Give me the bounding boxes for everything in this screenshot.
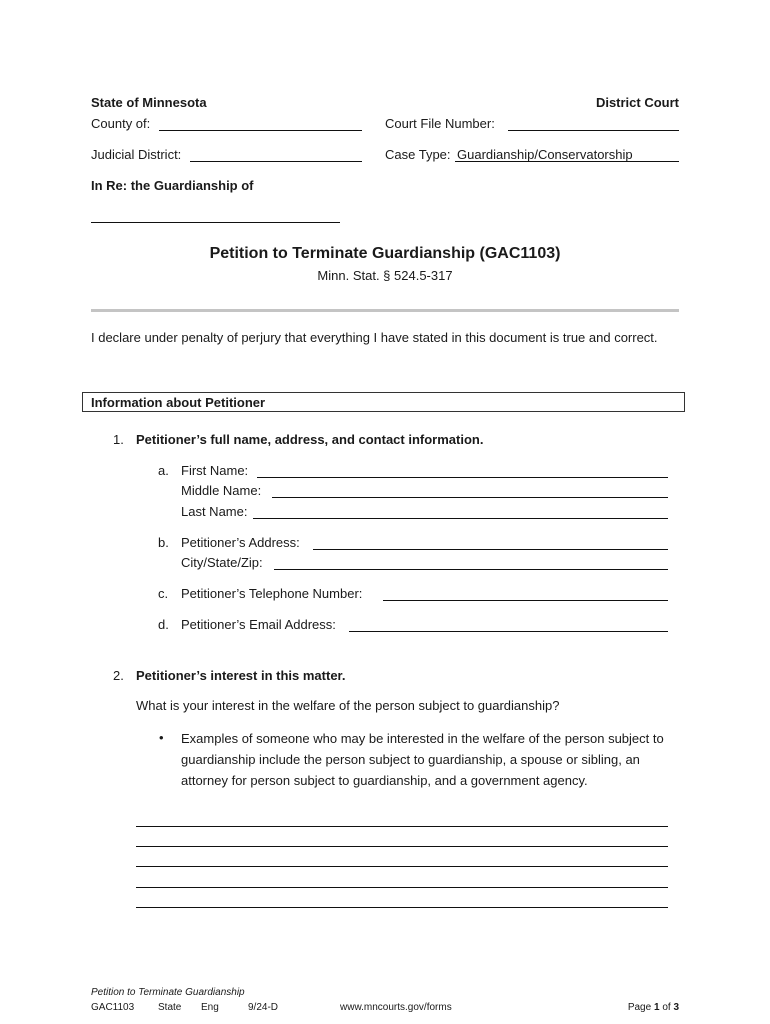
footer-language: Eng xyxy=(201,1002,219,1013)
q1b-letter: b. xyxy=(158,535,169,550)
footer-url[interactable]: www.mncourts.gov/forms xyxy=(340,1002,452,1013)
bullet-marker: • xyxy=(159,730,164,745)
section-title: Information about Petitioner xyxy=(91,395,266,410)
interest-line-5[interactable] xyxy=(136,907,668,908)
footer-date: 9/24-D xyxy=(248,1002,279,1013)
court-file-label: Court File Number: xyxy=(385,116,495,131)
interest-line-4[interactable] xyxy=(136,887,668,888)
interest-line-1[interactable] xyxy=(136,826,668,827)
address-field[interactable] xyxy=(313,549,668,550)
page-title: Petition to Terminate Guardianship (GAC1103) xyxy=(209,245,561,262)
case-type-label: Case Type: xyxy=(385,147,451,162)
county-label: County of: xyxy=(91,116,151,131)
q1-number: 1. xyxy=(113,432,124,447)
ward-name-field[interactable] xyxy=(91,222,340,223)
last-name-field[interactable] xyxy=(253,518,668,519)
address-label: Petitioner’s Address: xyxy=(181,535,300,550)
in-re-label: In Re: the Guardianship of xyxy=(91,178,254,193)
q1-label: Petitioner’s full name, address, and contact information. xyxy=(136,432,484,447)
q1a-letter: a. xyxy=(158,463,169,478)
page-of: of xyxy=(662,1002,671,1013)
last-name-label: Last Name: xyxy=(181,504,248,519)
case-type-field[interactable] xyxy=(455,161,679,162)
page-total: 3 xyxy=(673,1002,679,1013)
q1d-letter: d. xyxy=(158,617,169,632)
q2-number: 2. xyxy=(113,668,124,683)
declaration-text: I declare under penalty of perjury that everything I have stated in this document is true and correct. xyxy=(91,330,658,345)
court-label: District Court xyxy=(595,95,679,110)
interest-line-2[interactable] xyxy=(136,846,668,847)
footer-code: GAC1103 xyxy=(91,1002,135,1013)
middle-name-field[interactable] xyxy=(272,497,668,498)
section-header xyxy=(82,392,685,412)
judicial-district-field[interactable] xyxy=(190,161,362,162)
middle-name-label: Middle Name: xyxy=(181,483,262,498)
interest-line-3[interactable] xyxy=(136,866,668,867)
statute-citation: Minn. Stat. § 524.5-317 xyxy=(317,268,453,283)
page-current: 1 xyxy=(653,1002,660,1013)
footer-page-number xyxy=(628,1002,679,1013)
phone-field[interactable] xyxy=(383,600,668,601)
court-file-field[interactable] xyxy=(508,130,679,131)
city-state-zip-field[interactable] xyxy=(274,569,668,570)
email-label: Petitioner’s Email Address: xyxy=(181,617,336,632)
first-name-label: First Name: xyxy=(181,463,249,478)
page-prefix: Page xyxy=(627,1002,652,1013)
footer-state: State xyxy=(158,1002,182,1013)
email-field[interactable] xyxy=(349,631,668,632)
q2-question: What is your interest in the welfare of the person subject to guardianship? xyxy=(136,698,560,713)
county-field[interactable] xyxy=(159,130,362,131)
q2-example-text: Examples of someone who may be interested in the welfare of the person subject to guardianship include the person subject to guardianship, a spouse or sibling, an attorney for person subject to guardianship, and a government agency. xyxy=(181,731,664,788)
first-name-field[interactable] xyxy=(257,477,668,478)
q1c-letter: c. xyxy=(158,586,169,601)
phone-label: Petitioner’s Telephone Number: xyxy=(181,586,363,601)
state-label: State of Minnesota xyxy=(91,95,207,110)
city-state-zip-label: City/State/Zip: xyxy=(181,555,263,570)
case-type-value: Guardianship/Conservatorship xyxy=(457,147,633,162)
title-divider xyxy=(91,309,679,312)
judicial-district-label: Judicial District: xyxy=(91,147,182,162)
q2-label: Petitioner’s interest in this matter. xyxy=(136,668,346,683)
footer-form-title: Petition to Terminate Guardianship xyxy=(91,987,245,998)
